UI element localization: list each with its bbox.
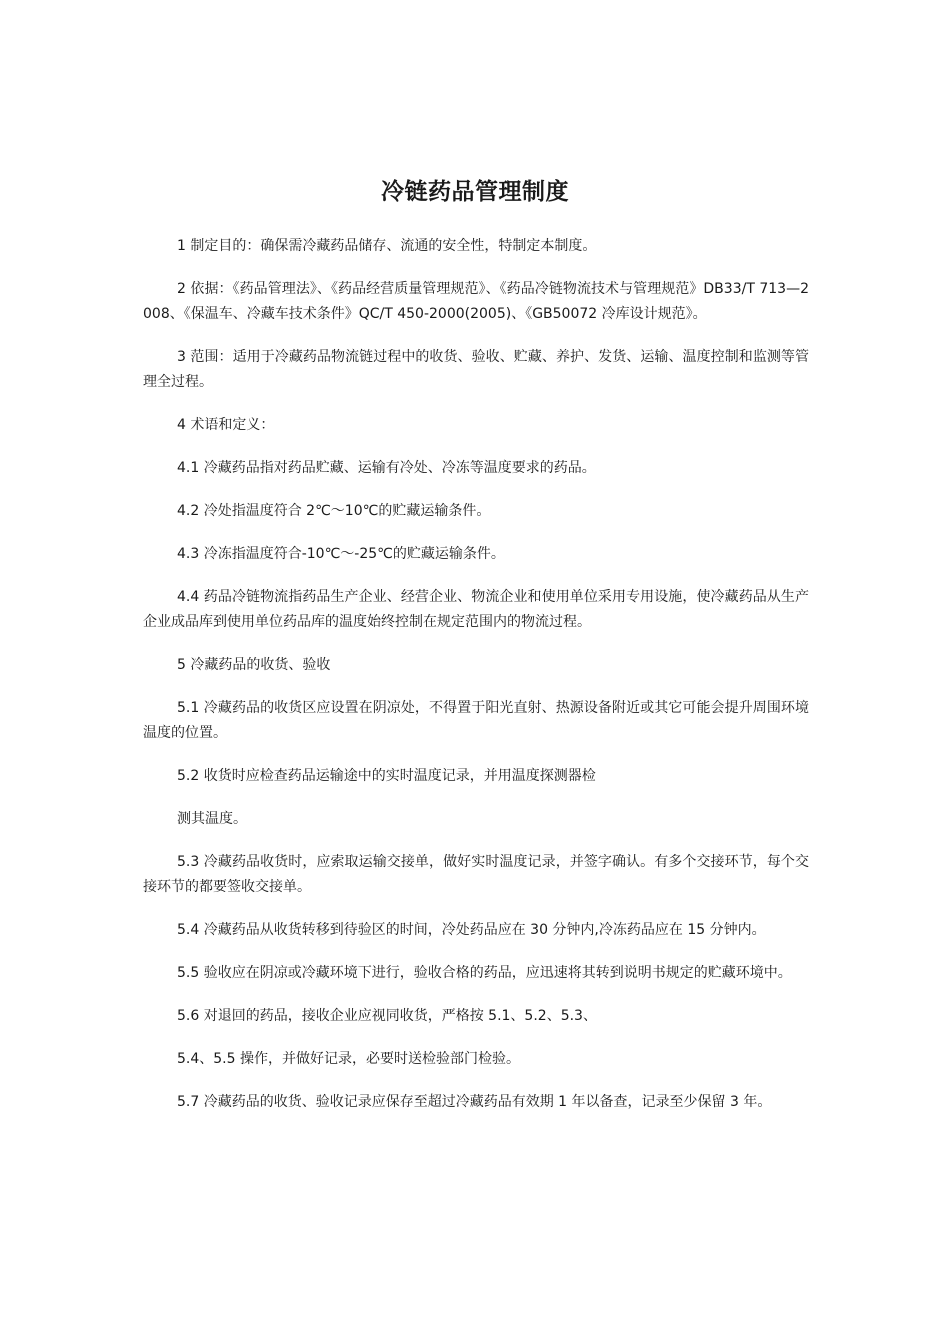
paragraph-5-7: 5.7 冷藏药品的收货、验收记录应保存至超过冷藏药品有效期 1 年以备查，记录至少保留 3 年。 (177, 1094, 772, 1110)
paragraph-4-1: 4.1 冷藏药品指对药品贮藏、运输有冷处、冷冻等温度要求的药品。 (177, 460, 596, 476)
paragraph-5-3: 5.3 冷藏药品收货时，应索取运输交接单，做好实时温度记录，并签字确认。有多个交接环节，每个交接环节的都要签收交接单。 (143, 854, 809, 895)
paragraph-4-3: 4.3 冷冻指温度符合-10℃～-25℃的贮藏运输条件。 (177, 546, 505, 562)
paragraph-4-4: 4.4 药品冷链物流指药品生产企业、经营企业、物流企业和使用单位采用专用设施，使冷藏药品从生产企业成品库到使用单位药品库的温度始终控制在规定范围内的物流过程。 (143, 589, 809, 630)
document-body (143, 234, 809, 1133)
paragraph-5-2-continued: 测其温度。 (177, 811, 247, 827)
paragraph-basis: 2 依据：《药品管理法》、《药品经营质量管理规范》、《药品冷链物流技术与管理规范》DB33/T 713—2008、《保温车、冷藏车技术条件》QC/T 450-2000(2005)、《GB50072 冷库设计规范》。 (143, 281, 809, 322)
paragraph-5-2: 5.2 收货时应检查药品运输途中的实时温度记录，并用温度探测器检 (177, 768, 596, 784)
paragraph-section-5-heading: 5 冷藏药品的收货、验收 (177, 657, 331, 673)
paragraph-5-4: 5.4 冷藏药品从收货转移到待验区的时间，冷处药品应在 30 分钟内,冷冻药品应在 15 分钟内。 (177, 922, 766, 938)
paragraph-4-2: 4.2 冷处指温度符合 2℃～10℃的贮藏运输条件。 (177, 503, 491, 519)
paragraph-5-6: 5.6 对退回的药品，接收企业应视同收货，严格按 5.1、5.2、5.3、 (177, 1008, 597, 1024)
document-title: 冷链药品管理制度 (381, 178, 569, 205)
paragraph-5-6-continued: 5.4、5.5 操作，并做好记录，必要时送检验部门检验。 (177, 1051, 520, 1067)
paragraph-scope: 3 范围：适用于冷藏药品物流链过程中的收货、验收、贮藏、养护、发货、运输、温度控制和监测等管理全过程。 (143, 349, 809, 390)
paragraph-5-5: 5.5 验收应在阴凉或冷藏环境下进行，验收合格的药品，应迅速将其转到说明书规定的贮藏环境中。 (177, 965, 792, 981)
paragraph-terms-heading: 4 术语和定义： (177, 417, 275, 433)
paragraph-purpose: 1 制定目的：确保需冷藏药品储存、流通的安全性，特制定本制度。 (177, 238, 597, 254)
paragraph-5-1: 5.1 冷藏药品的收货区应设置在阴凉处，不得置于阳光直射、热源设备附近或其它可能会提升周围环境温度的位置。 (143, 700, 809, 741)
